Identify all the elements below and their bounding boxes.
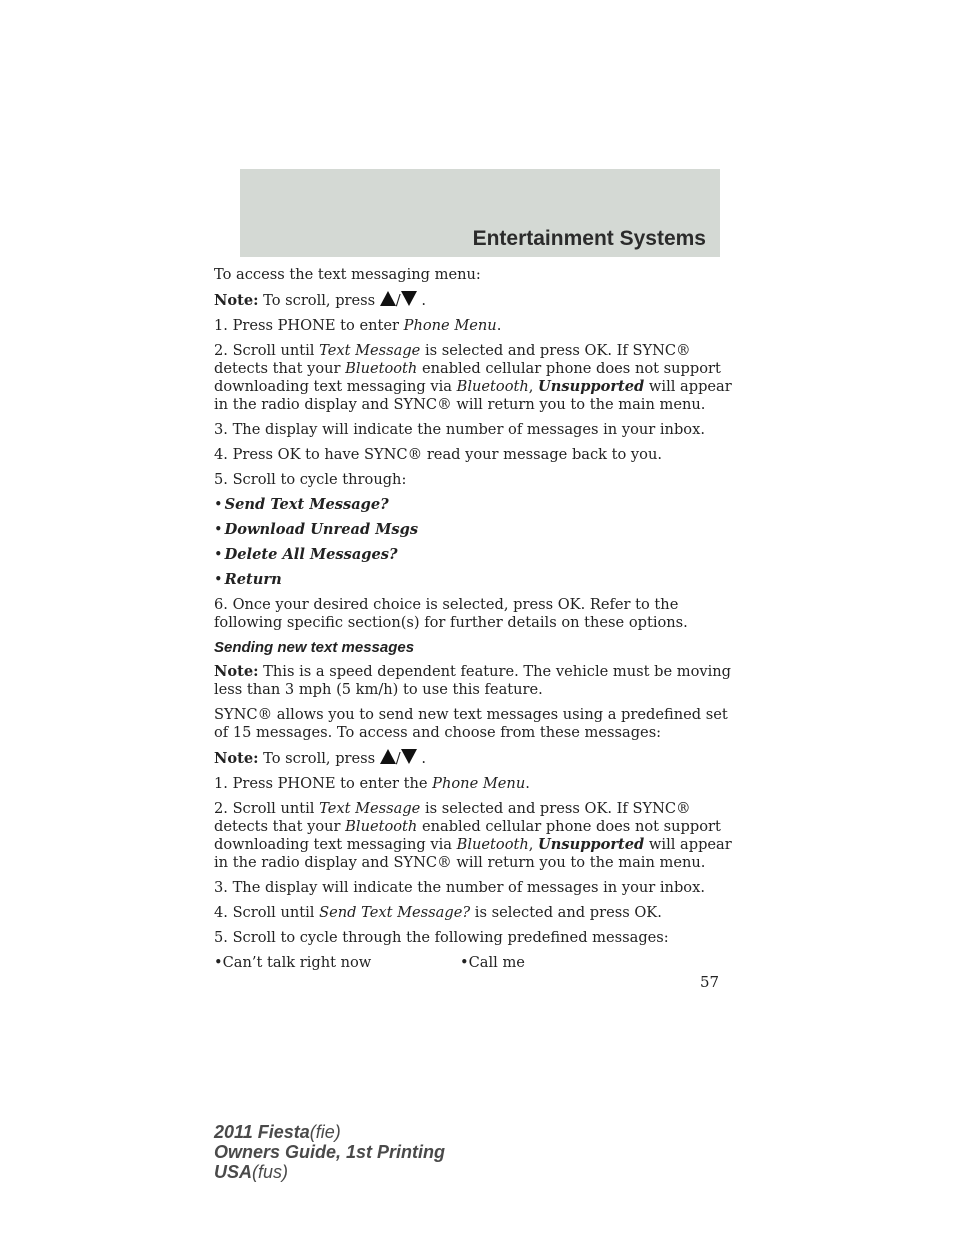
- step-1: 1. Press PHONE to enter Phone Menu.: [214, 317, 502, 334]
- step-4: 4. Scroll until Send Text Message? is selected and press OK.: [214, 904, 662, 921]
- list-item: • Send Text Message?: [214, 496, 389, 513]
- scroll-note-2: Note: To scroll, press / .: [214, 750, 426, 767]
- step-2: 2. Scroll until Text Message is selected and press OK. If SYNC® detects that your Bluetooth enabled cellular phone does not support downloading text messaging via Bluetooth, Unsupported will appear in the radio display and SYNC® will return you to the main menu.: [214, 800, 732, 871]
- section-title: Entertainment Systems: [472, 227, 706, 250]
- note-label: Note:: [214, 292, 259, 309]
- predefined-messages: [214, 954, 734, 972]
- list-item: • Return: [214, 571, 282, 588]
- scroll-note-text: To scroll, press: [263, 292, 376, 309]
- footer-line-1: 2011 Fiesta(fie): [214, 1122, 341, 1142]
- step-5: 5. Scroll to cycle through the following predefined messages:: [214, 929, 669, 946]
- period: .: [421, 292, 426, 309]
- arrow-up-icon: [380, 749, 396, 764]
- step-2: 2. Scroll until Text Message is selected and press OK. If SYNC® detects that your Bluetooth enabled cellular phone does not support downloading text messaging via Bluetooth, Unsupported will appear in the radio display and SYNC® will return you to the main menu.: [214, 342, 732, 413]
- footer-line-3: USA(fus): [214, 1162, 289, 1182]
- step-3: 3. The display will indicate the number of messages in your inbox.: [214, 421, 705, 438]
- page-number: 57: [700, 973, 720, 991]
- footer-line-2: Owners Guide, 1st Printing: [214, 1142, 446, 1162]
- step-6: 6. Once your desired choice is selected, press OK. Refer to the following specific section(s) for further details on these options.: [214, 596, 688, 631]
- arrow-up-icon: [380, 291, 396, 306]
- list-item: • Delete All Messages?: [214, 546, 398, 563]
- sync-intro: SYNC® allows you to send new text messages using a predefined set of 15 messages. To access and choose from these messages:: [214, 706, 728, 741]
- step-5: 5. Scroll to cycle through:: [214, 471, 407, 488]
- step-3: 3. The display will indicate the number of messages in your inbox.: [214, 879, 705, 896]
- section-header-band: [240, 169, 720, 257]
- step-1: 1. Press PHONE to enter the Phone Menu.: [214, 775, 530, 792]
- footer: [214, 1122, 445, 1182]
- arrow-down-icon: [401, 749, 417, 764]
- intro-text: To access the text messaging menu:: [214, 266, 481, 283]
- arrow-down-icon: [401, 291, 417, 306]
- speed-note: Note: This is a speed dependent feature. The vehicle must be moving less than 3 mph (5 km/h) to use this feature.: [214, 663, 732, 698]
- list-item: • Download Unread Msgs: [214, 521, 419, 538]
- slash: /: [395, 292, 401, 309]
- sending-heading: Sending new text messages: [214, 639, 415, 656]
- step-4: 4. Press OK to have SYNC® read your message back to you.: [214, 446, 662, 463]
- page-content: [214, 266, 734, 972]
- scroll-note: [214, 291, 734, 310]
- list-item: •Call me: [460, 954, 525, 971]
- list-item: •Can’t talk right now: [214, 954, 372, 971]
